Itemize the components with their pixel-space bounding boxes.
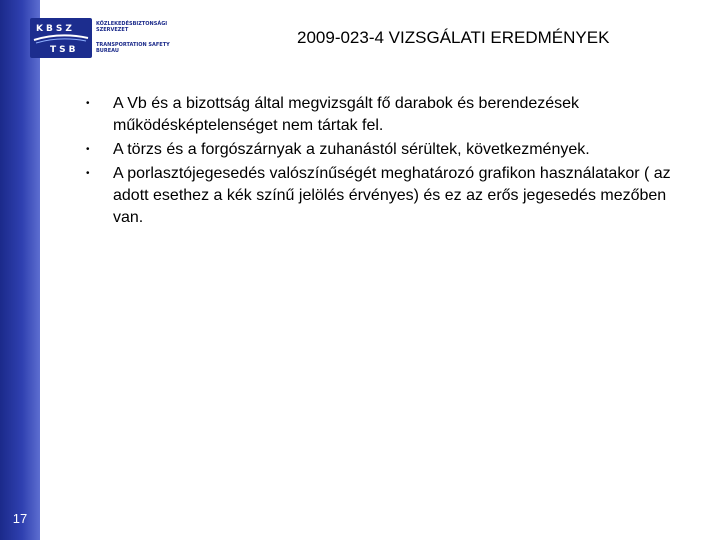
bullet-dot-icon: • [86, 144, 90, 155]
kbsz-tsb-logo [30, 18, 92, 58]
slide-sidebar [0, 0, 40, 540]
logo-letters-bottom: TSB [50, 45, 79, 55]
bullet-item [86, 139, 676, 161]
org-name-english [96, 42, 170, 54]
bullet-item [86, 93, 676, 137]
bullet-item [86, 163, 676, 229]
bullet-dot-icon: • [86, 168, 90, 179]
slide-title: 2009-023-4 VIZSGÁLATI EREDMÉNYEK [297, 28, 610, 47]
org-name-en-line1: TRANSPORTATION SAFETY [96, 42, 170, 48]
org-name-en-line2: BUREAU [96, 48, 119, 54]
bullet-text: A porlasztójegesedés valószínűségét meghatározó grafikon használatakor ( az adott esethez a kék színű jelölés érvényes) és ez az erős jegesedés mezőben van. [113, 165, 671, 226]
bullet-dot-icon: • [86, 98, 90, 109]
org-name-hu-line1: KÖZLEKEDÉSBIZTONSÁGI [96, 21, 168, 27]
bullet-text: A törzs és a forgószárnyak a zuhanástól sérültek, következmények. [113, 141, 590, 158]
bullet-list [86, 93, 676, 231]
bullet-text: A Vb és a bizottság által megvizsgált fő darabok és berendezések működésképtelenséget nem tártak fel. [113, 95, 580, 134]
org-name-hu-line2: SZERVEZET [96, 27, 129, 33]
logo-letters-top: KBSZ [36, 24, 75, 34]
slide-number: 17 [12, 511, 28, 526]
org-name-hungarian [96, 21, 167, 33]
